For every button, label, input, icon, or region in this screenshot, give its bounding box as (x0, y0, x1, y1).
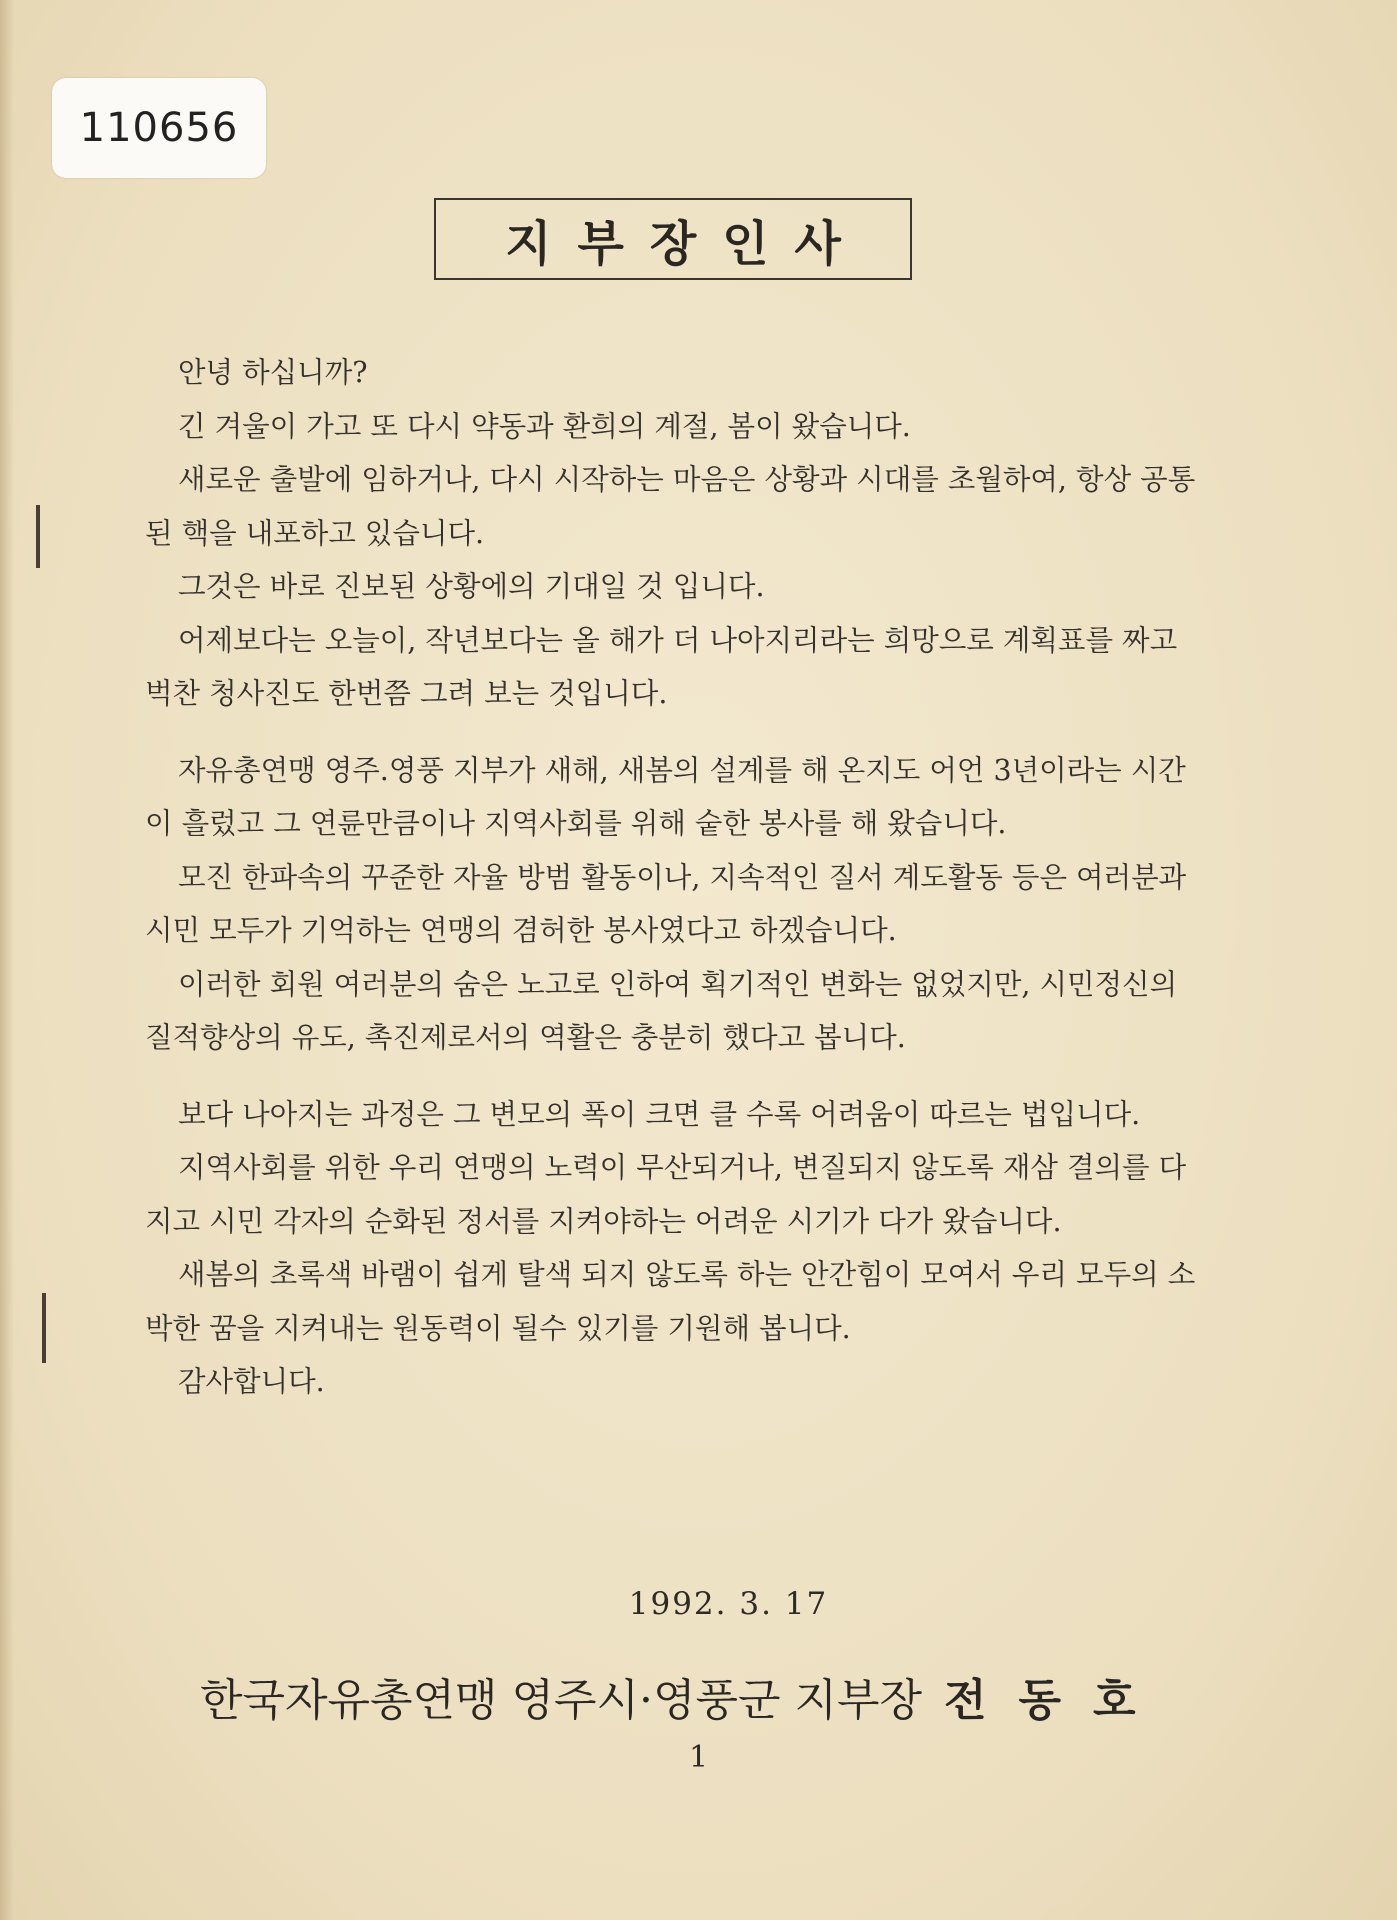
paragraph: 보다 나아지는 과정은 그 변모의 폭이 크면 클 수록 어려움이 따르는 법입니다. (178, 1097, 1141, 1131)
page-number: 1 (688, 1740, 709, 1775)
paragraph: 모진 한파속의 꾸준한 자율 방범 활동이나, 지속적인 질서 계도활동 등은 여러분과 시민 모두가 기억하는 연맹의 겸허한 봉사였다고 하겠습니다. (145, 860, 1187, 947)
paragraph: 새봄의 초록색 바램이 쉽게 탈색 되지 않도록 하는 안간힘이 모여서 우리 모두의 소박한 꿈을 지켜내는 원동력이 될수 있기를 기원해 봅니다. (145, 1258, 1196, 1345)
paragraph-closing: 감사합니다. (178, 1365, 325, 1398)
signature-name: 전동호 (944, 1675, 1168, 1726)
paragraph-gap (145, 721, 1205, 744)
margin-mark (42, 1293, 46, 1363)
paragraph: 그것은 바로 진보된 상황에의 기대일 것 입니다. (178, 570, 765, 603)
paragraph: 어제보다는 오늘이, 작년보다는 올 해가 더 나아지리라는 희망으로 계획표를 짜고 벅찬 청사진도 한번쯤 그려 보는 것입니다. (145, 623, 1178, 710)
paragraph: 이러한 회원 여러분의 숨은 노고로 인하여 획기적인 변화는 없었지만, 시민정신의 질적향상의 유도, 촉진제로서의 역활은 충분히 했다고 봅니다. (145, 967, 1178, 1054)
paragraph-greeting: 안녕 하십니까? (178, 356, 368, 389)
page-title: 지부장인사 (505, 215, 867, 272)
document-id-label: 110656 (52, 78, 266, 178)
letter-body (145, 346, 1205, 1409)
margin-mark (36, 505, 40, 568)
letter-date: 1992. 3. 17 (628, 1586, 829, 1622)
signature-org: 한국자유총연맹 영주시·영풍군 지부장 (200, 1675, 923, 1726)
signature-line (200, 1664, 1200, 1728)
paragraph: 지역사회를 위한 우리 연맹의 노력이 무산되거나, 변질되지 않도록 재삼 결의를 다지고 시민 각자의 순화된 정서를 지켜야하는 어려운 시기가 다가 왔습니다. (145, 1151, 1187, 1238)
paragraph: 긴 겨울이 가고 또 다시 약동과 환희의 계절, 봄이 왔습니다. (178, 409, 911, 443)
title-box (434, 198, 912, 280)
page-edge-shadow (0, 0, 14, 1920)
paragraph-gap (145, 1065, 1205, 1088)
paragraph: 자유총연맹 영주.영풍 지부가 새해, 새봄의 설계를 해 온지도 어언 3년이라는 시간이 흘렀고 그 연륜만큼이나 지역사회를 위해 숱한 봉사를 해 왔습니다. (145, 753, 1186, 840)
paragraph: 새로운 출발에 임하거나, 다시 시작하는 마음은 상황과 시대를 초월하여, 항상 공통된 핵을 내포하고 있습니다. (145, 463, 1196, 550)
